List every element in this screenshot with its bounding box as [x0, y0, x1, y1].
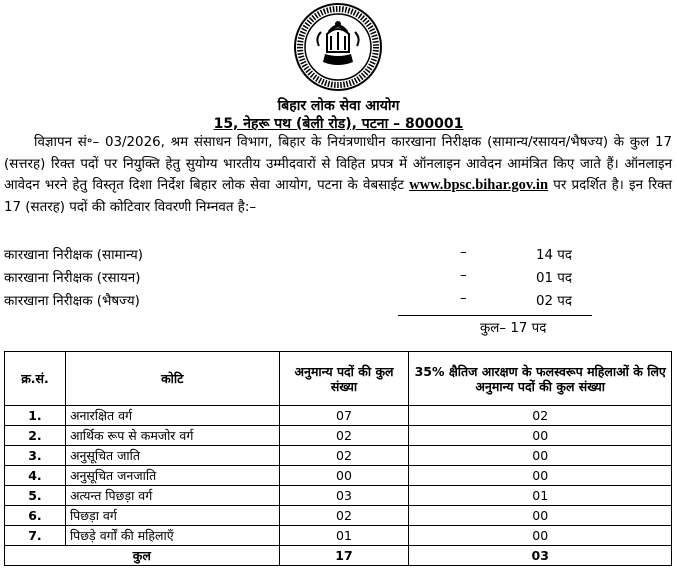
notice-text-2: पर प्रदर्शित है। इन रिक्त 17 (सतरह) पदों की कोटिवार विवरणी निम्नवत है:– [4, 178, 672, 215]
cell-posts: 03 [279, 486, 409, 506]
cell-women: 00 [409, 466, 672, 486]
total-label: कुल [5, 546, 280, 566]
vacancy-row [4, 291, 672, 313]
cell-posts: 02 [279, 446, 409, 466]
cell-women: 02 [409, 406, 672, 426]
notice-number: 03/2026 [104, 135, 161, 150]
cell-sn: 4. [5, 466, 66, 486]
cell-posts: 00 [279, 466, 409, 486]
cell-sn: 1. [5, 406, 66, 426]
notice-text-1: , श्रम संसाधन विभाग, बिहार के नियंत्रणाधीन कारखाना निरीक्षक (सामान्य/रसायन/भैषज्य) के कुल 17 (सत्तरह) रिक्त पदों पर नियुक्ति हेतु सुयोग्य भारतीय उम्मीदवारों से विहित प्रपत्र में ऑनलाइन आवेदन आमंत्रित किए जाते हैं। ऑनलाइन आवेदन भरने हेतु विस्तृत दिशा निर्देश बिहार लोक सेवा आयोग, पटना के वेबसाईट [4, 135, 673, 193]
table-row [5, 486, 672, 506]
cell-category: पिछड़ा वर्ग [65, 506, 279, 526]
header-category: कोटि [65, 352, 279, 406]
org-name: बिहार लोक सेवा आयोग [277, 98, 400, 114]
cell-women: 00 [409, 426, 672, 446]
total-posts: 17 [279, 546, 409, 566]
vacancy-post: कारखाना निरीक्षक (भैषज्य) [4, 294, 140, 309]
notice-paragraph [4, 132, 672, 218]
cell-sn: 2. [5, 426, 66, 446]
table-row [5, 526, 672, 546]
total-divider [398, 315, 592, 316]
cell-category: पिछड़े वर्गों की महिलाएँ [65, 526, 279, 546]
notice-label: विज्ञापन सं॰– [34, 135, 105, 150]
vacancy-dash: – [460, 245, 467, 260]
cell-category: अत्यन्त पिछड़ा वर्ग [65, 486, 279, 506]
cell-category: आर्थिक रूप से कमजोर वर्ग [65, 426, 279, 446]
table-header-row [5, 352, 672, 406]
org-address: 15, नेहरू पथ (बेली रोड), पटना – 800001 [213, 116, 464, 132]
cell-posts: 02 [279, 426, 409, 446]
cell-women: 01 [409, 486, 672, 506]
cell-category: अनुसूचित जाति [65, 446, 279, 466]
commission-seal-logo [293, 2, 383, 92]
cell-sn: 5. [5, 486, 66, 506]
table-row [5, 466, 672, 486]
vacancy-dash: – [460, 268, 467, 283]
table-total-row [5, 546, 672, 566]
vacancy-row [4, 245, 672, 267]
vacancy-count: 14 पद [536, 248, 573, 263]
table-row [5, 446, 672, 466]
vacancy-post: कारखाना निरीक्षक (सामान्य) [4, 248, 143, 263]
header-posts: अनुमान्य पदों की कुल संख्या [279, 352, 409, 406]
cell-category: अनारक्षित वर्ग [65, 406, 279, 426]
vacancy-row [4, 268, 672, 290]
cell-posts: 01 [279, 526, 409, 546]
cell-women: 00 [409, 526, 672, 546]
category-table [4, 351, 672, 566]
cell-sn: 7. [5, 526, 66, 546]
cell-women: 00 [409, 506, 672, 526]
website-link[interactable]: www.bpsc.bihar.gov.in [409, 177, 549, 193]
cell-women: 00 [409, 446, 672, 466]
cell-posts: 02 [279, 506, 409, 526]
header-sn: क्र.सं. [5, 352, 66, 406]
cell-sn: 6. [5, 506, 66, 526]
total-women: 03 [409, 546, 672, 566]
cell-sn: 3. [5, 446, 66, 466]
vacancy-count: 02 पद [536, 294, 573, 309]
cell-posts: 07 [279, 406, 409, 426]
header-women: 35% क्षैतिज आरक्षण के फलस्वरूप महिलाओं के लिए अनुमान्य पदों की कुल संख्या [409, 352, 672, 406]
vacancy-count: 01 पद [536, 271, 573, 286]
vacancy-dash: – [460, 291, 467, 306]
table-row [5, 426, 672, 446]
table-row [5, 506, 672, 526]
vacancy-post: कारखाना निरीक्षक (रसायन) [4, 271, 141, 286]
vacancy-total: कुल– 17 पद [480, 321, 547, 336]
table-row [5, 406, 672, 426]
cell-category: अनुसूचित जनजाति [65, 466, 279, 486]
